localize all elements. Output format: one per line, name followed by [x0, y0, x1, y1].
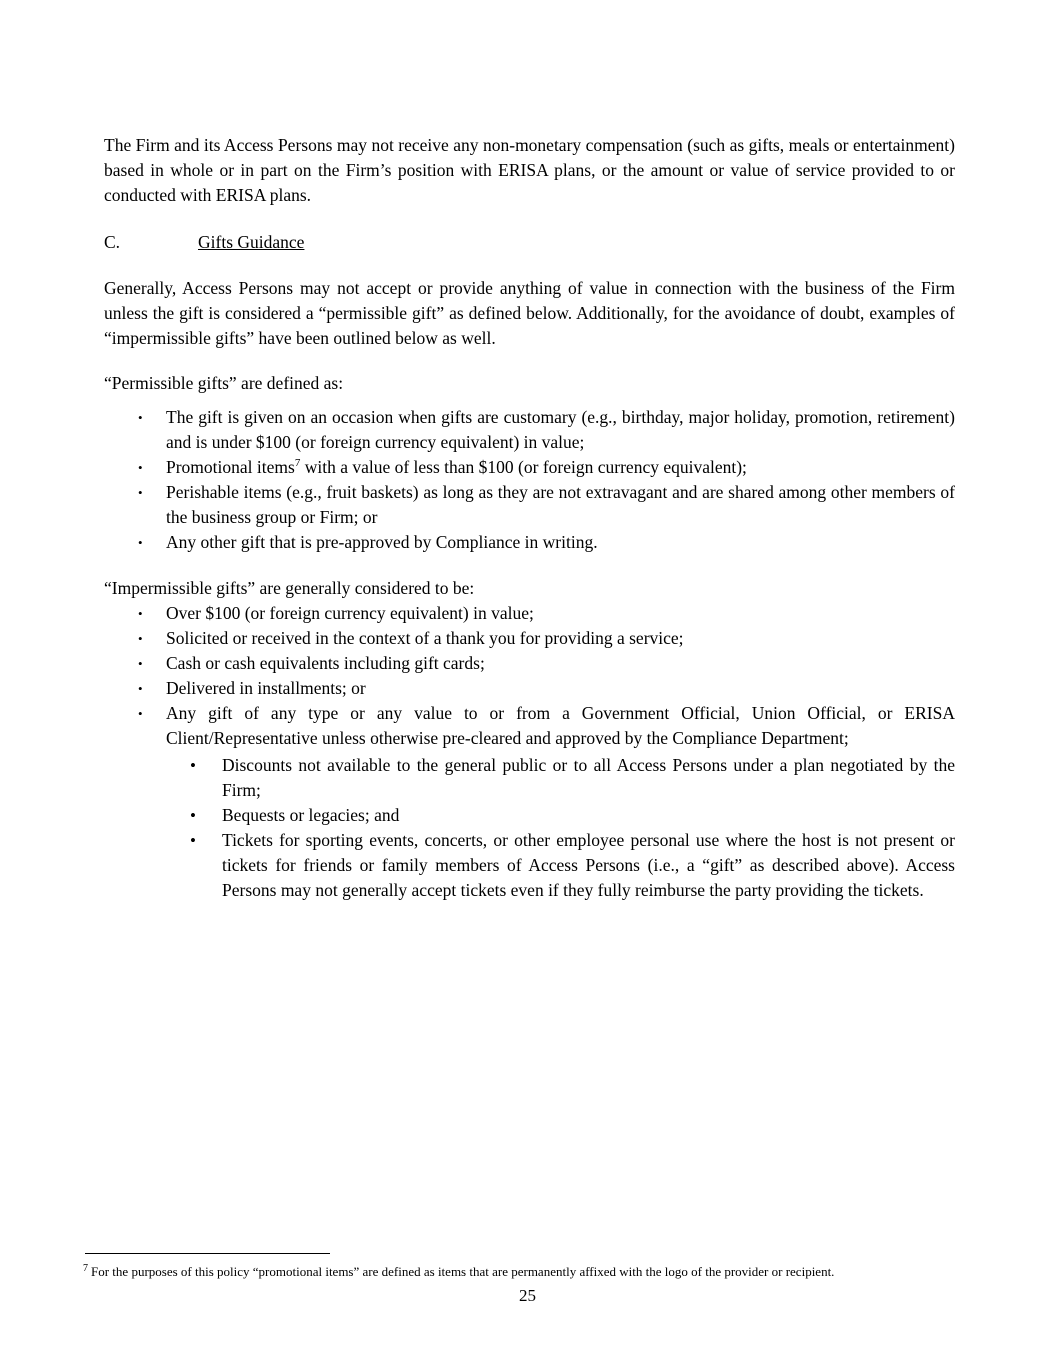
impermissible-gifts-intro: “Impermissible gifts” are generally considered to be:	[104, 578, 475, 598]
page-number: 25	[519, 1286, 536, 1305]
list-item-text: Cash or cash equivalents including gift cards;	[166, 653, 485, 673]
section-title: Gifts Guidance	[198, 232, 305, 252]
list-item-text: Bequests or legacies; and	[222, 805, 400, 825]
bullet-marker: •	[138, 606, 143, 621]
bullet-marker: •	[138, 631, 143, 646]
generally-paragraph: Generally, Access Persons may not accept or provide anything of value in connection with the business of the Firm unless the gift is considered a “permissible gift” as defined below. Additionally, for the avoidance of doubt, examples of “impermissible gifts” have been outlined below as well.	[104, 278, 955, 348]
section-heading	[104, 230, 955, 255]
impermissible-gifts-list	[104, 601, 955, 751]
list-item	[104, 828, 955, 903]
list-item-text: Solicited or received in the context of a thank you for providing a service;	[166, 628, 684, 648]
list-item	[104, 626, 955, 651]
list-item	[104, 455, 955, 480]
footnote	[83, 1263, 883, 1282]
bullet-marker: •	[138, 535, 143, 550]
bullet-marker: •	[138, 681, 143, 696]
intro-paragraph: The Firm and its Access Persons may not receive any non-monetary compensation (such as gifts, meals or entertainment) based in whole or in part on the Firm’s position with ERISA plans, or the amount or value of service provided to or conducted with ERISA plans.	[104, 135, 955, 205]
list-item	[104, 601, 955, 626]
bullet-marker: •	[138, 485, 143, 500]
list-item	[104, 701, 955, 751]
footnote-marker: 7	[83, 1263, 88, 1274]
section-letter: C.	[104, 232, 121, 252]
bullet-marker: •	[138, 656, 143, 671]
list-item-text: Discounts not available to the general public or to all Access Persons under a plan negotiated by the Firm;	[222, 755, 955, 800]
list-item-text: Tickets for sporting events, concerts, or other employee personal use where the host is not present or tickets for friends or family members of Access Persons (i.e., a “gift” as described above). Access Persons may not generally accept tickets even if they fully reimburse the party providing the tickets.	[222, 830, 955, 900]
impermissible-gifts-sublist	[104, 753, 955, 903]
list-item	[104, 405, 955, 455]
list-item-text: Delivered in installments; or	[166, 678, 366, 698]
list-item-text: Perishable items (e.g., fruit baskets) as long as they are not extravagant and are shared among other members of the business group or Firm; or	[166, 482, 955, 527]
list-item	[104, 676, 955, 701]
list-item	[104, 753, 955, 803]
list-item-text: Promotional items	[166, 457, 295, 477]
permissible-gifts-intro: “Permissible gifts” are defined as:	[104, 373, 344, 393]
list-item	[104, 651, 955, 676]
footnote-reference: 7	[294, 457, 301, 469]
permissible-gifts-list	[104, 405, 955, 555]
bullet-marker: •	[190, 756, 196, 775]
list-item-text: The gift is given on an occasion when gifts are customary (e.g., birthday, major holiday, promotion, retirement) and is under $100 (or foreign currency equivalent) in value;	[166, 407, 955, 452]
list-item-text: Any gift of any type or any value to or from a Government Official, Union Official, or ERISA Client/Representative unless otherwise pre-cleared and approved by the Compliance Department;	[166, 703, 955, 748]
document-body	[104, 133, 955, 903]
list-item-text: Over $100 (or foreign currency equivalent) in value;	[166, 603, 534, 623]
bullet-marker: •	[138, 460, 143, 475]
bullet-marker: •	[190, 806, 196, 825]
list-item	[104, 530, 955, 555]
list-item	[104, 480, 955, 530]
list-item-text: Any other gift that is pre-approved by Compliance in writing.	[166, 532, 598, 552]
bullet-marker: •	[190, 831, 196, 850]
list-item	[104, 803, 955, 828]
list-item-text: with a value of less than $100 (or foreign currency equivalent);	[300, 457, 747, 477]
bullet-marker: •	[138, 706, 143, 721]
footnote-text: For the purposes of this policy “promotional items” are defined as items that are permanently affixed with the logo of the provider or recipient.	[91, 1264, 835, 1279]
bullet-marker: •	[138, 410, 143, 425]
footnote-separator	[85, 1253, 330, 1254]
